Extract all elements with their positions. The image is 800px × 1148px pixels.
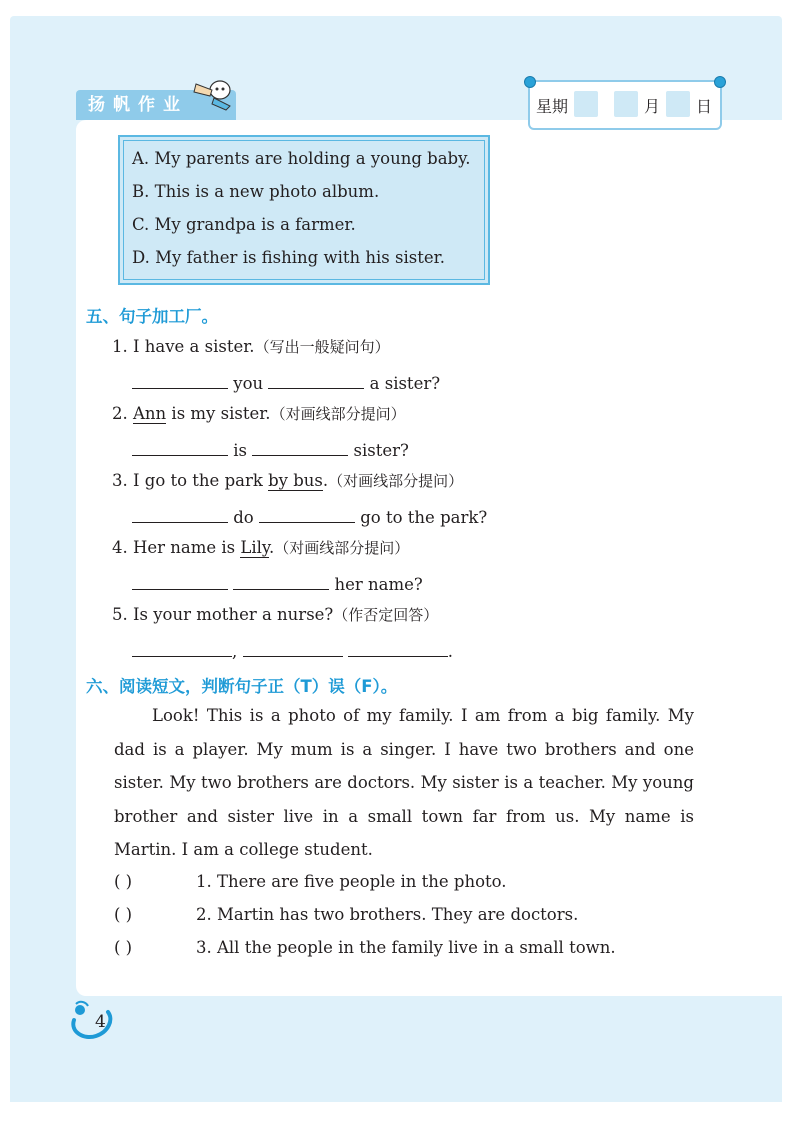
section5-title: 五、句子加工厂。	[86, 307, 218, 326]
choice-c: C. My grandpa is a farmer.	[132, 215, 356, 234]
answer-blank[interactable]	[132, 571, 228, 590]
judge-item-2: ( ) 2. Martin has two brothers. They are doctors.	[114, 905, 579, 924]
answer-blank[interactable]	[268, 370, 364, 389]
weekday-label: 星期	[536, 97, 569, 116]
answer-blank[interactable]	[243, 638, 343, 657]
q3-prompt: 3. I go to the park by bus.（对画线部分提问）	[112, 471, 464, 490]
q1-answer: you a sister?	[132, 370, 440, 393]
q3-answer: do go to the park?	[132, 504, 487, 527]
month-field[interactable]	[614, 91, 638, 117]
answer-blank[interactable]	[252, 437, 348, 456]
q4-answer: her name?	[132, 571, 423, 594]
answer-paren[interactable]: ( )	[114, 905, 133, 924]
q2-answer: is sister?	[132, 437, 409, 460]
q1-prompt: 1. I have a sister.（写出一般疑问句）	[112, 337, 390, 356]
choice-b: B. This is a new photo album.	[132, 182, 380, 201]
answer-blank[interactable]	[132, 638, 232, 657]
weekday-field[interactable]	[574, 91, 598, 117]
wave-icon	[66, 998, 122, 1042]
choice-a: A. My parents are holding a young baby.	[132, 149, 471, 168]
date-box	[528, 80, 722, 130]
answer-blank[interactable]	[259, 504, 355, 523]
answer-blank[interactable]	[132, 370, 228, 389]
q5-answer: , .	[132, 638, 453, 661]
reading-passage: Look! This is a photo of my family. I am from a big family. My dad is a player. My mum is a singer. I have two brothers and one sister. My two brothers are doctors. My sister is a teacher. My young brother and sister live in a small town far from us. My name is Martin. I am a college student.	[114, 706, 694, 859]
day-label: 日	[696, 97, 713, 116]
mascot-icon	[190, 76, 238, 112]
q2-prompt: 2. Ann is my sister.（对画线部分提问）	[112, 404, 406, 423]
answer-blank[interactable]	[132, 437, 228, 456]
answer-paren[interactable]: ( )	[114, 872, 133, 891]
month-label: 月	[644, 97, 661, 116]
answer-blank[interactable]	[233, 571, 329, 590]
section6-title: 六、阅读短文，判断句子正（T）误（F）。	[86, 677, 398, 696]
judge-item-1: ( ) 1. There are five people in the photo.	[114, 872, 507, 891]
answer-blank[interactable]	[132, 504, 228, 523]
answer-blank[interactable]	[348, 638, 448, 657]
pin-icon	[714, 76, 726, 88]
judge-item-3: ( ) 3. All the people in the family live in a small town.	[114, 938, 616, 957]
q4-prompt: 4. Her name is Lily.（对画线部分提问）	[112, 538, 410, 557]
answer-paren[interactable]: ( )	[114, 938, 133, 957]
day-field[interactable]	[666, 91, 690, 117]
brand-title: 扬帆作业	[76, 90, 236, 120]
q5-prompt: 5. Is your mother a nurse?（作否定回答）	[112, 605, 439, 624]
choice-d: D. My father is fishing with his sister.	[132, 248, 445, 267]
page-number: 4	[95, 1012, 106, 1032]
footer-band	[10, 996, 782, 1102]
pin-icon	[524, 76, 536, 88]
